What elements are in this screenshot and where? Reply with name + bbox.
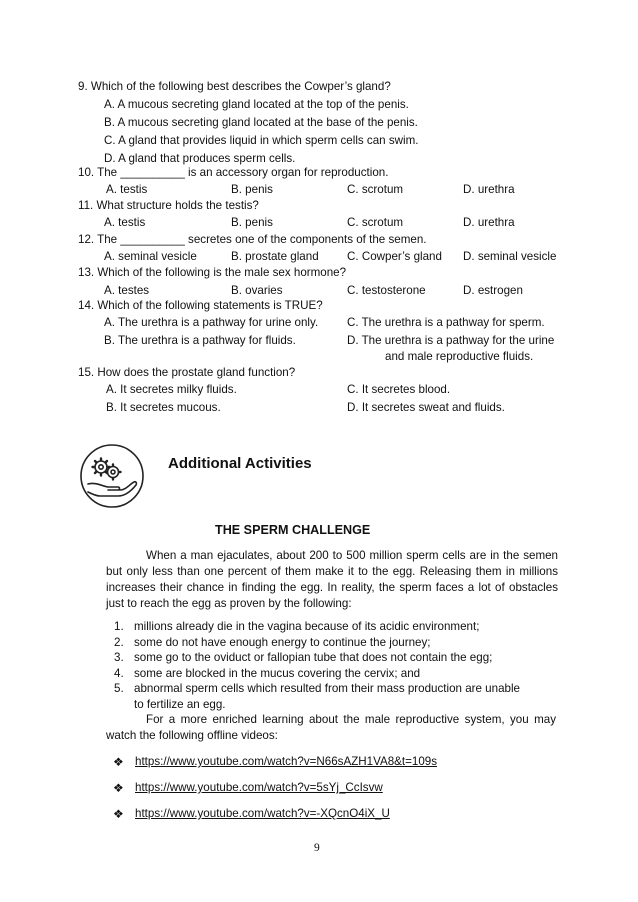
intro-paragraph bbox=[106, 548, 558, 612]
q10-option-c: C. scrotum bbox=[347, 183, 404, 196]
video-link-2[interactable]: https://www.youtube.com/watch?v=5sYj_CcIsvw bbox=[135, 781, 383, 794]
q14-option-d-line2: and male reproductive fluids. bbox=[385, 350, 534, 363]
q14-option-b: B. The urethra is a pathway for fluids. bbox=[104, 334, 296, 347]
obstacles-list bbox=[106, 619, 526, 712]
activity-title: THE SPERM CHALLENGE bbox=[215, 523, 371, 537]
list-item: 2. some do not have enough energy to continue the journey; bbox=[114, 635, 431, 649]
question-13-stem: 13. Which of the following is the male sex hormone? bbox=[78, 266, 347, 279]
section-heading: Additional Activities bbox=[168, 455, 312, 472]
q10-option-a: A. testis bbox=[106, 183, 148, 196]
enrich-paragraph bbox=[106, 712, 556, 744]
q9-option-a: A. A mucous secreting gland located at the top of the penis. bbox=[104, 98, 409, 111]
q12-option-d: D. seminal vesicle bbox=[463, 250, 557, 263]
question-14-stem: 14. Which of the following statements is TRUE? bbox=[78, 299, 323, 312]
question-12-stem: 12. The __________ secretes one of the components of the semen. bbox=[78, 233, 427, 246]
q14-option-d-line1: D. The urethra is a pathway for the urine bbox=[347, 334, 555, 347]
list-item: 5. abnormal sperm cells which resulted from their mass production are unable to fertilize an egg. bbox=[114, 682, 520, 711]
q13-option-c: C. testosterone bbox=[347, 284, 426, 297]
list-item: 4. some are blocked in the mucus covering the cervix; and bbox=[114, 666, 421, 680]
diamond-bullet-icon: ❖ bbox=[113, 807, 124, 821]
question-9-stem: 9. Which of the following best describes the Cowper’s gland? bbox=[78, 80, 391, 93]
list-item: 1. millions already die in the vagina because of its acidic environment; bbox=[114, 620, 480, 633]
q10-option-b: B. penis bbox=[231, 183, 273, 196]
list-item: 3. some go to the oviduct or fallopian tube that does not contain the egg; bbox=[114, 651, 493, 664]
q15-option-c: C. It secretes blood. bbox=[347, 383, 451, 396]
diamond-bullet-icon: ❖ bbox=[113, 781, 124, 795]
q14-option-a: A. The urethra is a pathway for urine only. bbox=[104, 316, 319, 329]
q12-option-b: B. prostate gland bbox=[231, 250, 319, 263]
q13-option-a: A. testes bbox=[104, 284, 150, 297]
q10-option-d: D. urethra bbox=[463, 183, 515, 196]
diamond-bullet-icon: ❖ bbox=[113, 755, 124, 769]
q13-option-b: B. ovaries bbox=[231, 284, 283, 297]
q12-option-a: A. seminal vesicle bbox=[104, 250, 197, 263]
q11-option-d: D. urethra bbox=[463, 216, 515, 229]
enrich-text: For a more enriched learning about the male reproductive system, you may watch the following offline videos: bbox=[106, 713, 556, 742]
question-10-stem: 10. The __________ is an accessory organ for reproduction. bbox=[78, 166, 389, 179]
q15-option-a: A. It secretes milky fluids. bbox=[106, 383, 237, 396]
q9-option-d: D. A gland that produces sperm cells. bbox=[104, 152, 296, 165]
gears-on-hand-icon bbox=[78, 442, 146, 510]
q11-option-c: C. scrotum bbox=[347, 216, 404, 229]
q15-option-b: B. It secretes mucous. bbox=[106, 401, 221, 414]
page-number: 9 bbox=[314, 842, 320, 854]
q15-option-d: D. It secretes sweat and fluids. bbox=[347, 401, 505, 414]
q11-option-b: B. penis bbox=[231, 216, 273, 229]
question-11-stem: 11. What structure holds the testis? bbox=[78, 199, 259, 212]
video-link-1[interactable]: https://www.youtube.com/watch?v=N66sAZH1VA8&t=109s bbox=[135, 755, 438, 768]
q14-option-c: C. The urethra is a pathway for sperm. bbox=[347, 316, 545, 329]
video-link-3[interactable]: https://www.youtube.com/watch?v=-XQcnO4iX_U bbox=[135, 807, 390, 820]
q9-option-c: C. A gland that provides liquid in which sperm cells can swim. bbox=[104, 134, 419, 147]
q12-option-c: C. Cowper’s gland bbox=[347, 250, 442, 263]
question-15-stem: 15. How does the prostate gland function? bbox=[78, 366, 296, 379]
q13-option-d: D. estrogen bbox=[463, 284, 523, 297]
q11-option-a: A. testis bbox=[104, 216, 146, 229]
intro-text: When a man ejaculates, about 200 to 500 million sperm cells are in the semen but only less than one percent of them make it to the egg. Releasing them in millions increases their chance in finding the egg. In reality, the sperm faces a lot of obstacles just to reach the egg as proven by the following: bbox=[106, 549, 558, 610]
q9-option-b: B. A mucous secreting gland located at the base of the penis. bbox=[104, 116, 418, 129]
